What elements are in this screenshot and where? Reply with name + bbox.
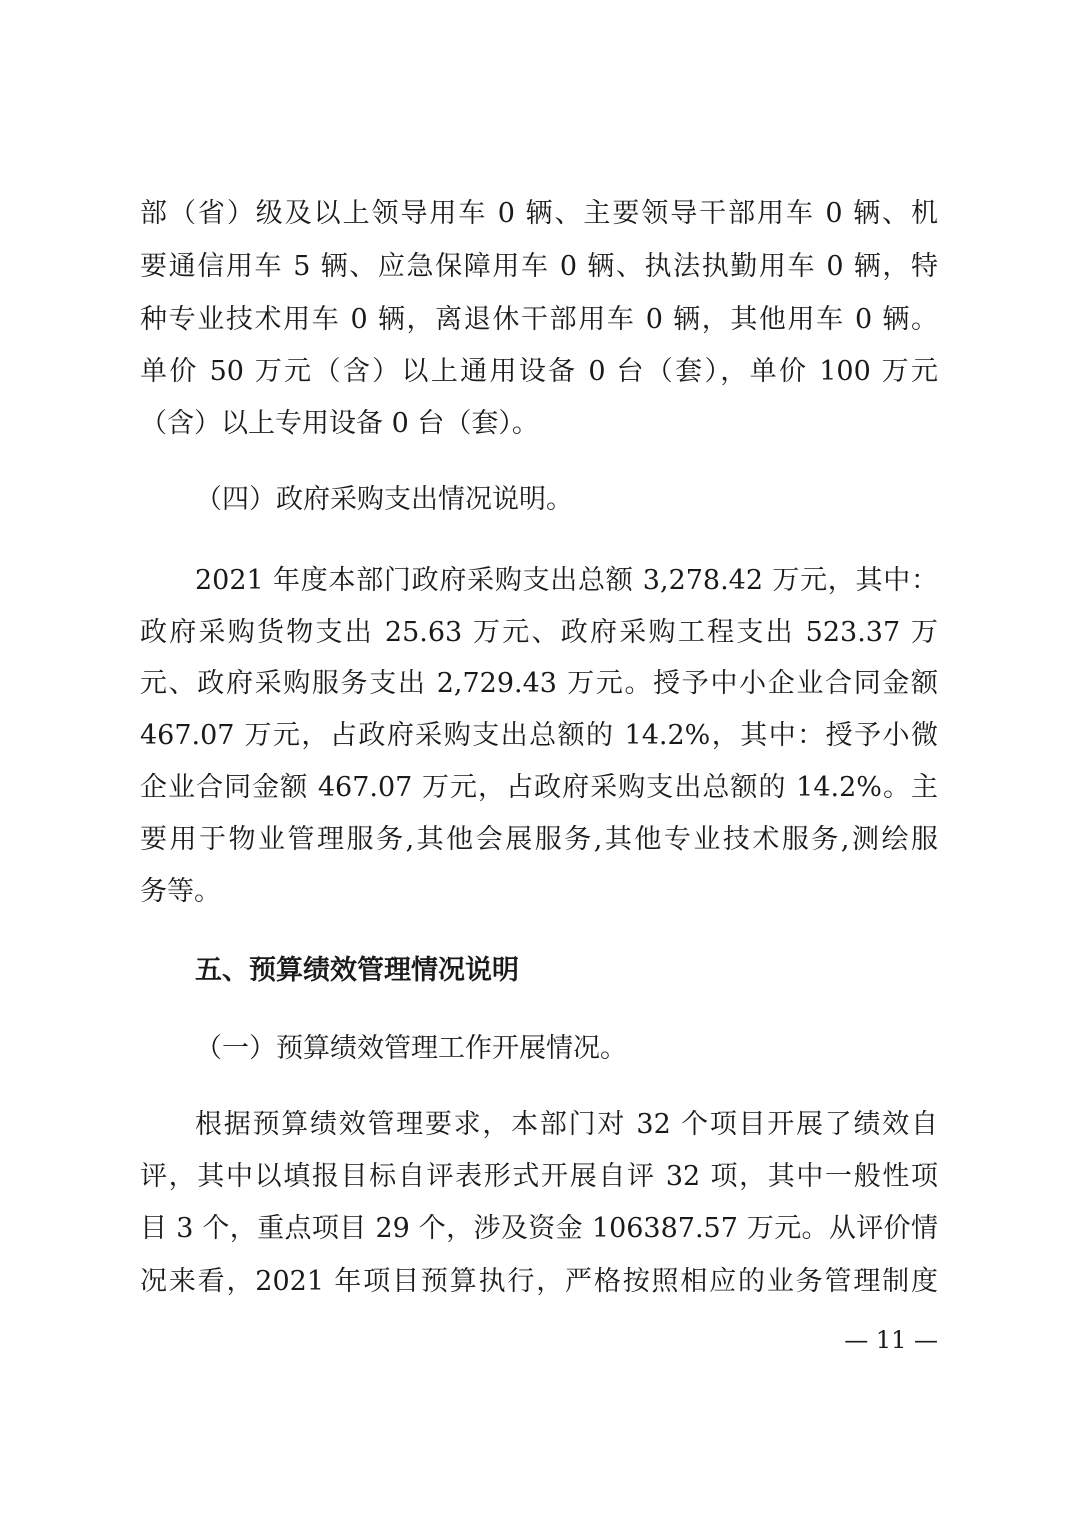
paragraph-line: 种专业技术用车 0 辆，离退休干部用车 0 辆，其他用车 0 辆。: [140, 304, 938, 335]
paragraph-line: 单价 50 万元（含）以上通用设备 0 台（套），单价 100 万元: [140, 356, 938, 387]
paragraph-line: 根据预算绩效管理要求，本部门对 32 个项目开展了绩效自: [195, 1109, 938, 1140]
paragraph-line: 要通信用车 5 辆、应急保障用车 0 辆、执法执勤用车 0 辆，特: [140, 251, 938, 282]
section-heading: （四）政府采购支出情况说明。: [195, 484, 573, 515]
paragraph-line: 务等。: [140, 876, 221, 907]
paragraph-line: 况来看，2021 年项目预算执行，严格按照相应的业务管理制度: [140, 1266, 938, 1297]
paragraph-line: 评，其中以填报目标自评表形式开展自评 32 项，其中一般性项: [140, 1161, 938, 1192]
paragraph-line: 企业合同金额 467.07 万元，占政府采购支出总额的 14.2%。主: [140, 772, 938, 803]
paragraph-line: 467.07 万元，占政府采购支出总额的 14.2%，其中：授予小微: [140, 720, 938, 751]
paragraph-line: 目 3 个，重点项目 29 个，涉及资金 106387.57 万元。从评价情: [140, 1213, 938, 1244]
paragraph-line: 政府采购货物支出 25.63 万元、政府采购工程支出 523.37 万: [140, 617, 938, 648]
chapter-heading: 五、预算绩效管理情况说明: [195, 955, 519, 986]
paragraph-line: 元、政府采购服务支出 2,729.43 万元。授予中小企业合同金额: [140, 668, 938, 699]
paragraph-line: （含）以上专用设备 0 台（套）。: [140, 408, 539, 439]
page-number: — 11 —: [844, 1326, 938, 1354]
section-heading: （一）预算绩效管理工作开展情况。: [195, 1033, 627, 1064]
paragraph-line: 要用于物业管理服务,其他会展服务,其他专业技术服务,测绘服: [140, 824, 938, 855]
paragraph-line: 部（省）级及以上领导用车 0 辆、主要领导干部用车 0 辆、机: [140, 198, 938, 229]
paragraph-line: 2021 年度本部门政府采购支出总额 3,278.42 万元，其中：: [195, 565, 938, 596]
